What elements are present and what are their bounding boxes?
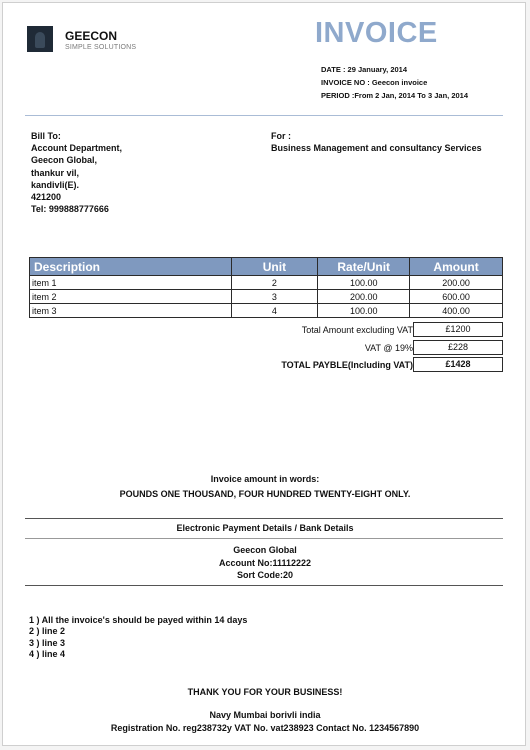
item-rate: 200.00 <box>318 290 410 304</box>
item-rate: 100.00 <box>318 304 410 318</box>
total-payable-label: TOTAL PAYBLE(Including VAT) <box>281 360 413 370</box>
invoice-number: INVOICE NO : Geecon invoice <box>321 78 428 87</box>
item-unit: 4 <box>231 304 318 318</box>
item-amount: 400.00 <box>410 304 503 318</box>
thank-you-message: THANK YOU FOR YOUR BUSINESS! <box>187 687 343 697</box>
bank-account: Account No:11112222 <box>218 558 312 568</box>
footer-registration: Registration No. reg238732y VAT No. vat238923 Contact No. 1234567890 <box>110 723 420 733</box>
bank-name: Geecon Global <box>233 545 297 555</box>
payment-top-rule <box>25 518 503 519</box>
company-tagline: SIMPLE SOLUTIONS <box>65 44 137 51</box>
footer-address: Navy Mumbai borivli india <box>209 710 321 720</box>
bill-to-block <box>31 130 122 215</box>
col-header-rate: Rate/Unit <box>318 258 410 276</box>
col-header-unit: Unit <box>231 258 318 276</box>
payment-heading: Electronic Payment Details / Bank Details <box>176 523 354 533</box>
item-unit: 3 <box>231 290 318 304</box>
bill-to-line: kandivli(E). <box>31 179 80 190</box>
invoice-page <box>2 2 526 746</box>
item-description: item 3 <box>30 304 232 318</box>
logo-figure-icon <box>35 32 45 48</box>
table-row <box>30 290 503 304</box>
payment-bottom-rule <box>25 585 503 586</box>
invoice-period: PERIOD :From 2 Jan, 2014 To 3 Jan, 2014 <box>321 91 469 100</box>
for-text: Business Management and consultancy Services <box>271 143 482 154</box>
item-description: item 2 <box>30 290 232 304</box>
header-divider <box>25 115 503 116</box>
total-excl-vat-label: Total Amount excluding VAT <box>301 325 413 335</box>
vat-value: £228 <box>413 340 503 355</box>
bank-sort-code: Sort Code:20 <box>236 570 293 580</box>
table-row <box>30 304 503 318</box>
col-header-amount: Amount <box>410 258 503 276</box>
company-logo <box>27 26 53 52</box>
table-row <box>30 276 503 290</box>
amount-in-words-label: Invoice amount in words: <box>210 474 320 484</box>
amount-in-words: POUNDS ONE THOUSAND, FOUR HUNDRED TWENTY-EIGHT ONLY. <box>119 489 411 499</box>
total-payable-value: £1428 <box>413 357 503 372</box>
vat-label: VAT @ 19% <box>364 343 413 353</box>
for-label: For : <box>271 131 291 141</box>
invoice-title: INVOICE <box>315 17 438 49</box>
list-item: 2 ) line 2 <box>29 626 66 637</box>
col-header-description: Description <box>30 258 232 276</box>
list-item: 4 ) line 4 <box>29 649 66 660</box>
terms-list <box>29 615 247 661</box>
invoice-date: DATE : 29 January, 2014 <box>321 65 408 74</box>
total-excl-vat-value: £1200 <box>413 322 503 337</box>
bill-to-line: Account Department, <box>31 143 123 154</box>
bill-to-line: Geecon Global, <box>31 155 98 166</box>
table-header-row <box>30 258 503 276</box>
for-block <box>271 130 493 154</box>
item-rate: 100.00 <box>318 276 410 290</box>
item-unit: 2 <box>231 276 318 290</box>
bill-to-label: Bill To: <box>31 131 61 141</box>
items-table <box>29 257 503 318</box>
list-item: 1 ) All the invoice's should be payed within 14 days <box>29 615 248 625</box>
item-amount: 600.00 <box>410 290 503 304</box>
bill-to-phone: Tel: 999888777666 <box>31 204 109 215</box>
company-name: GEECON <box>65 29 118 43</box>
item-amount: 200.00 <box>410 276 503 290</box>
bill-to-line: thankur vil, <box>31 167 80 178</box>
bill-to-line: 421200 <box>31 192 62 203</box>
list-item: 3 ) line 3 <box>29 637 66 648</box>
payment-heading-rule <box>25 538 503 539</box>
item-description: item 1 <box>30 276 232 290</box>
